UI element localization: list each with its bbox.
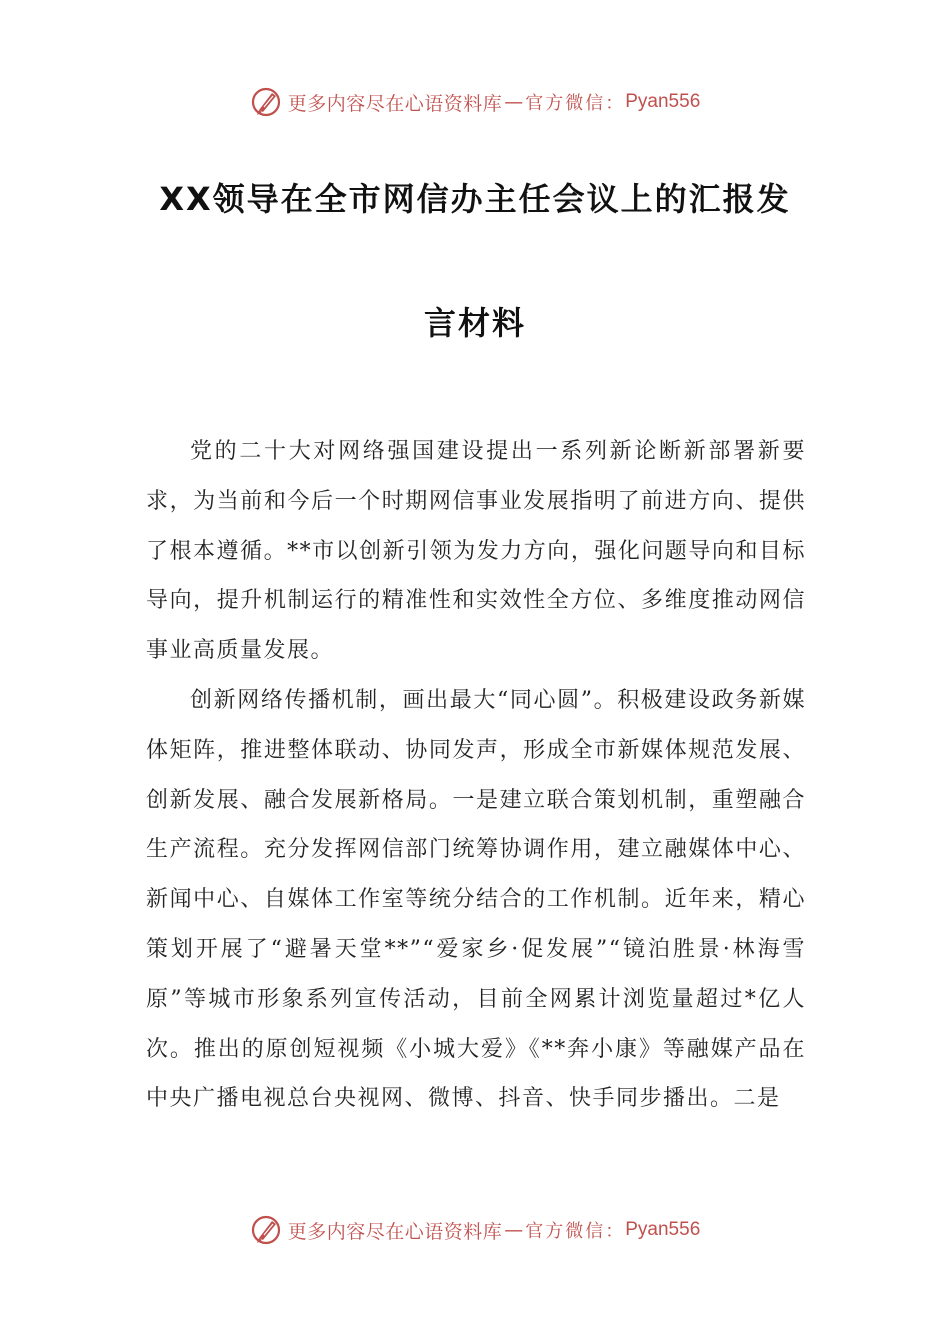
body-paragraph-1: 党的二十大对网络强国建设提出一系列新论断新部署新要求，为当前和今后一个时期网信事业发展指明了前进方向、提供了根本遵循。**市以创新引领为发力方向，强化问题导向和目标导向，提升机制运行的精准性和实效性全方位、多维度推动网信事业高质量发展。 [146, 439, 806, 664]
body-paragraph-2: 创新网络传播机制，画出最大“同心圆”。积极建设政务新媒体矩阵，推进整体联动、协同发声，形成全市新媒体规范发展、创新发展、融合发展新格局。一是建立联合策划机制，重塑融合生产流程。充分发挥网信部门统筹协调作用，建立融媒体中心、新闻中心、自媒体工作室等统分结合的工作机制。近年来，精心策划开展了“避暑天堂**”“爱家乡·促发展”“镜泊胜景·林海雪原”等城市形象系列宣传活动，目前全网累计浏览量超过*亿人次。推出的原创短视频《小城大爱》《**奔小康》等融媒产品在中央广播电视总台央视网、微博、抖音、快手同步播出。二是 [146, 687, 806, 1112]
document-title-line-1: XX领导在全市网信办主任会议上的汇报发 [159, 180, 791, 218]
banner-wechat-id: Pyan556 [625, 1219, 701, 1240]
document-title-line-2: 言材料 [423, 304, 526, 342]
quill-pen-logo-icon [250, 85, 284, 119]
banner-slogan: 更多内容尽在心语资料库 [287, 92, 503, 115]
banner-wechat-id: Pyan556 [625, 91, 701, 112]
banner-wechat-label: 官方微信： [525, 1221, 626, 1242]
banner-separator: — [504, 1219, 524, 1241]
banner-separator: — [504, 91, 524, 113]
banner-wechat-label: 官方微信： [525, 93, 626, 114]
quill-pen-logo-icon [250, 1213, 284, 1247]
footer-banner [0, 1210, 950, 1250]
header-banner [0, 82, 950, 122]
banner-slogan: 更多内容尽在心语资料库 [287, 1220, 503, 1243]
document-body [146, 427, 806, 1124]
